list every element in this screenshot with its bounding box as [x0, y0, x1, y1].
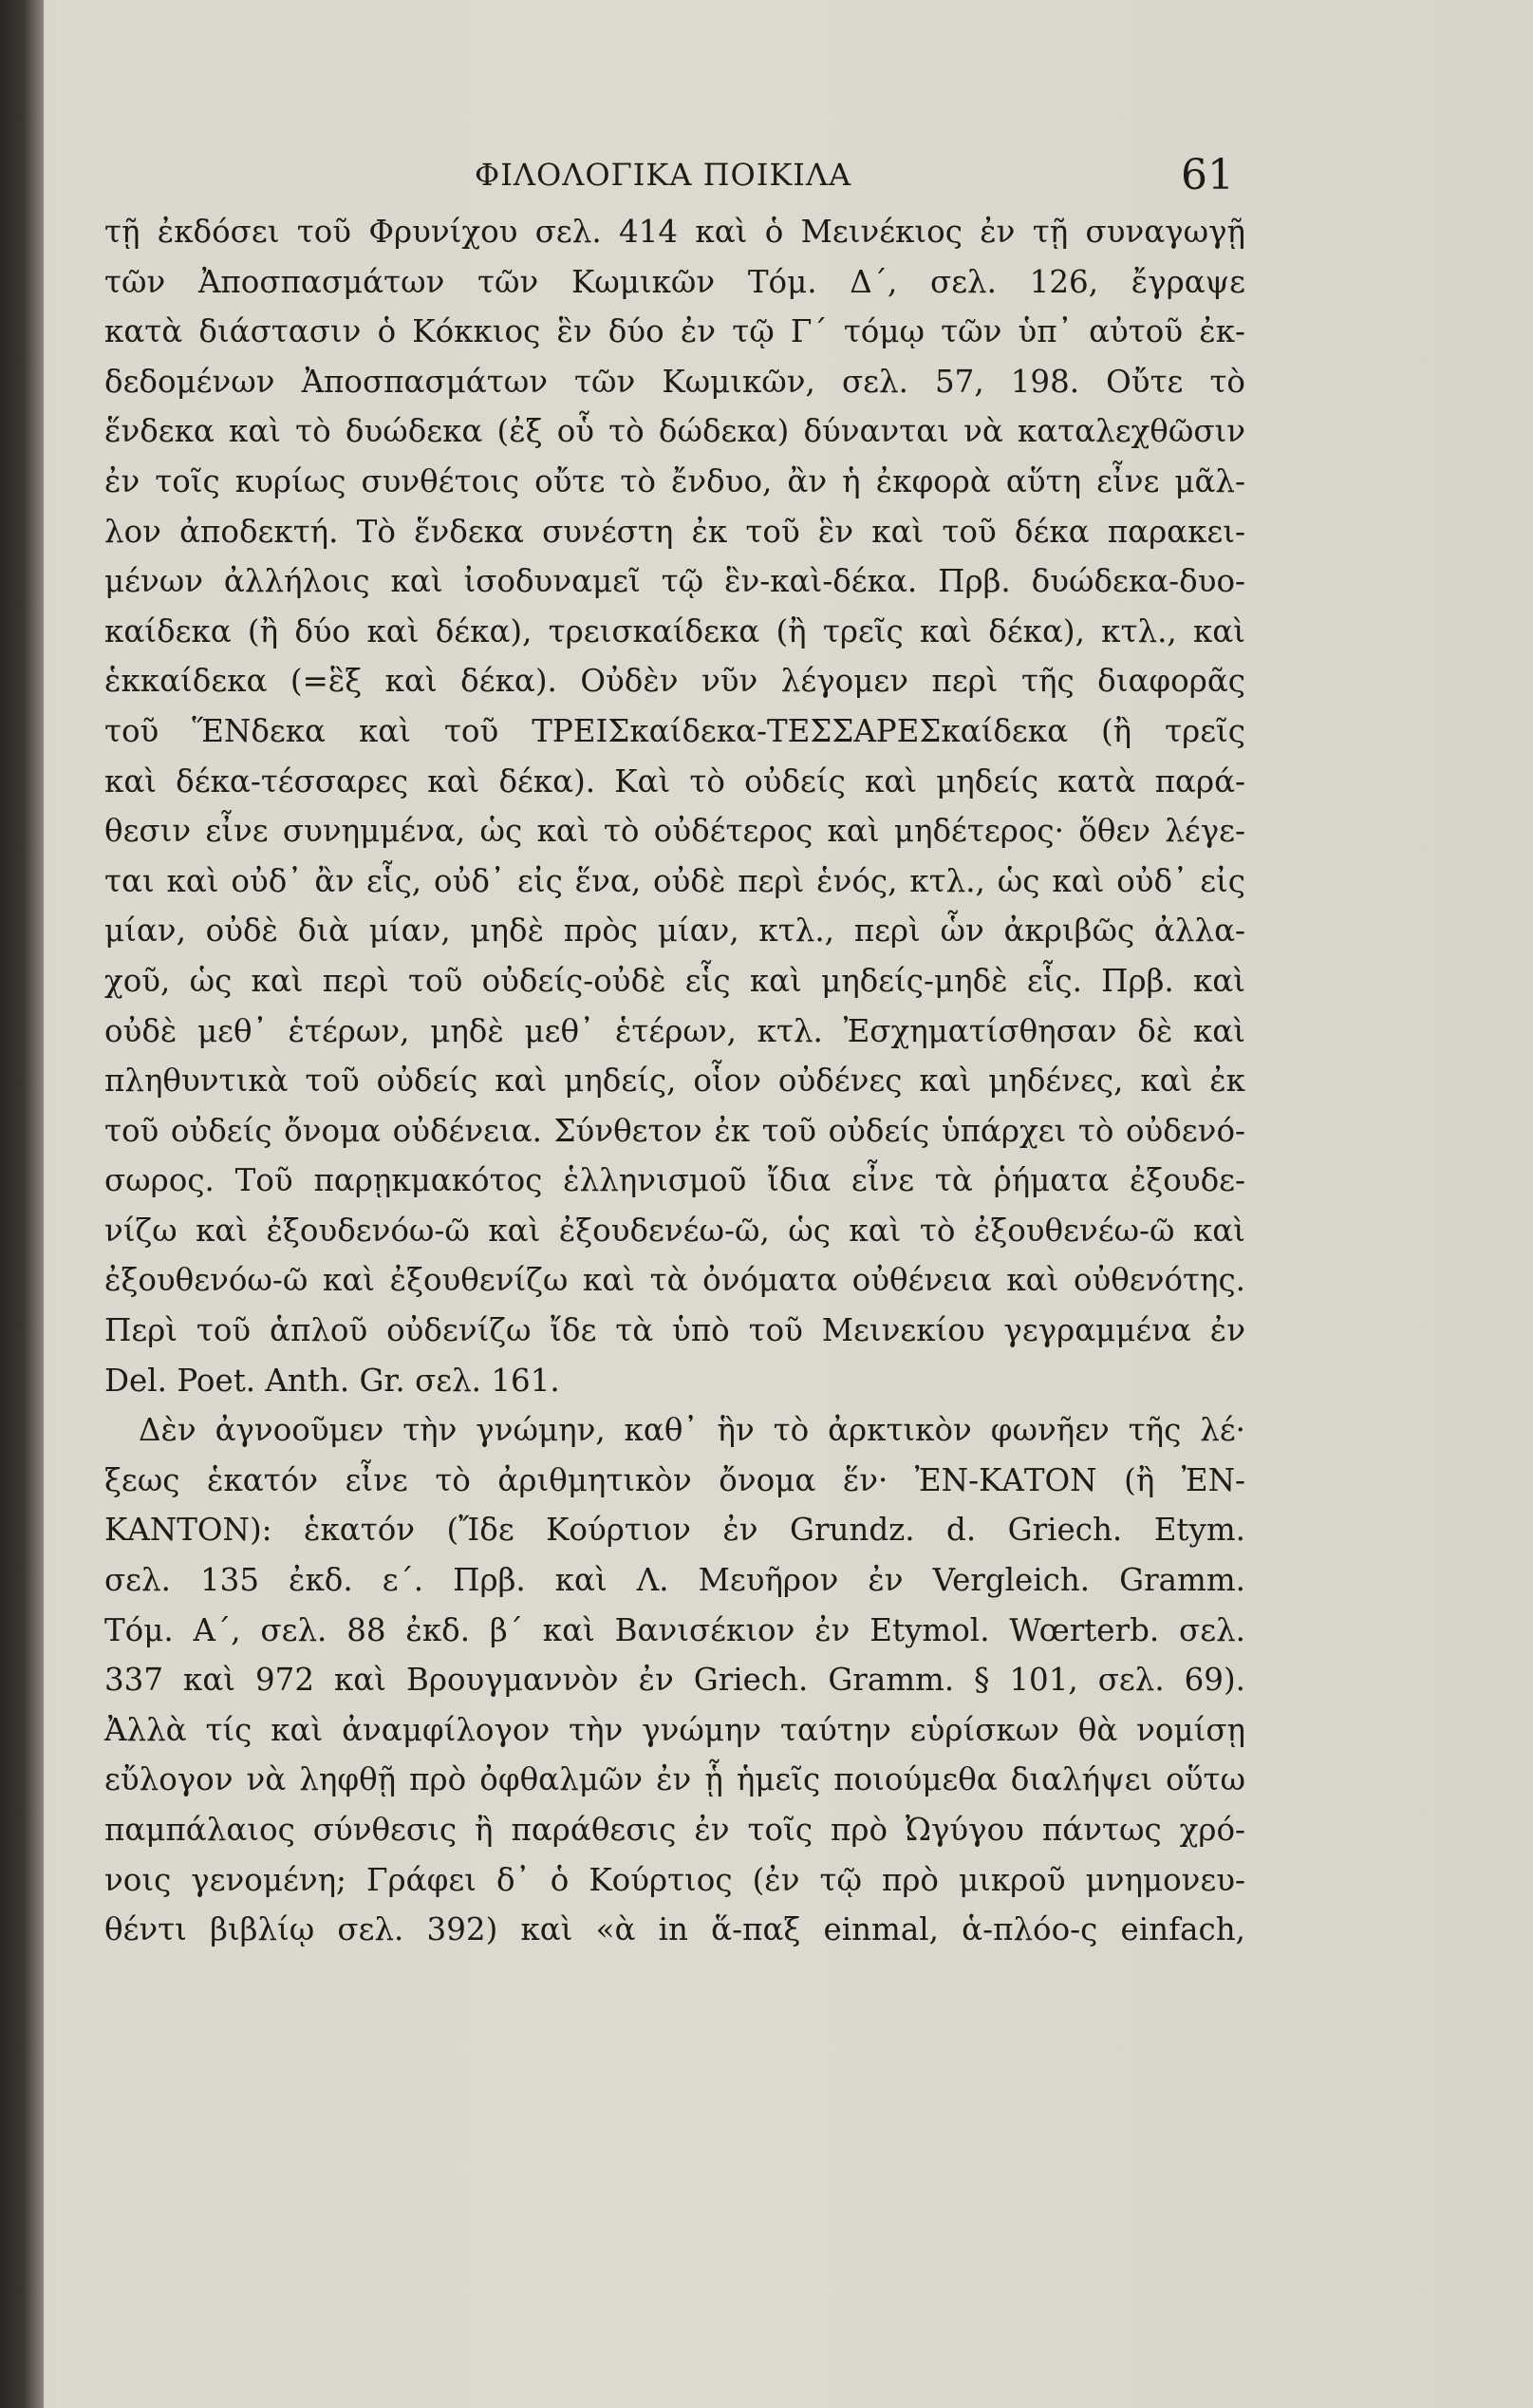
page-header	[475, 151, 1234, 204]
text-line: ἑκκαίδεκα (=ἓξ καὶ δέκα). Οὐδὲν νῦν λέγομεν περὶ τῆς διαφορᾶς	[104, 663, 1245, 700]
text-line: Del. Poet. Anth. Gr. σελ. 161.	[104, 1362, 560, 1399]
text-line: τοῦ ἝΝδεκα καὶ τοῦ ΤΡΕΙΣκαίδεκα-ΤΕΣΣΑΡΕΣκαίδεκα (ἢ τρεῖς	[104, 712, 1245, 749]
text-line: καὶ δέκα-τέσσαρες καὶ δέκα). Καὶ τὸ οὐδείς καὶ μηδείς κατὰ παρά-	[104, 762, 1245, 800]
text-line: σελ. 135 ἐκδ. ε΄. Πρβ. καὶ Λ. Μευῆρον ἐν Vergleich. Gramm.	[104, 1562, 1245, 1599]
text-line: εὔλογον νὰ ληφθῇ πρὸ ὀφθαλμῶν ἐν ᾗ ἡμεῖς ποιούμεθα διαλήψει οὕτω	[104, 1761, 1245, 1798]
text-line: ἕνδεκα καὶ τὸ δυώδεκα (ἐξ οὗ τὸ δώδεκα) δύνανται νὰ καταλεχθῶσιν	[104, 413, 1245, 450]
text-line: ξεως ἑκατόν εἶνε τὸ ἀριθμητικὸν ὄνομα ἕν· ἘΝ-ΚΑΤΟΝ (ἢ ἘΝ-	[104, 1461, 1245, 1498]
text-line: ΚΑΝΤΟΝ): ἑκατόν (Ἴδε Κούρτιον ἐν Grundz. d. Griech. Etym.	[104, 1512, 1245, 1549]
text-line: ἐξουθενόω-ῶ καὶ ἐξουθενίζω καὶ τὰ ὀνόματα οὐθένεια καὶ οὐθενότης.	[104, 1262, 1245, 1299]
text-line: ἐν τοῖς κυρίως συνθέτοις οὔτε τὸ ἔνδυο, ἂν ἡ ἐκφορὰ αὕτη εἶνε μᾶλ-	[104, 462, 1245, 499]
text-line: καίδεκα (ἢ δύο καὶ δέκα), τρεισκαίδεκα (ἢ τρεῖς καὶ δέκα), κτλ., καὶ	[104, 612, 1245, 649]
text-line: Ἀλλὰ τίς καὶ ἀναμφίλογον τὴν γνώμην ταύτην εὑρίσκων θὰ νομίσῃ	[104, 1711, 1245, 1748]
text-line: τῇ ἐκδόσει τοῦ Φρυνίχου σελ. 414 καὶ ὁ Μεινέκιος ἐν τῇ συναγωγῇ	[104, 214, 1245, 250]
text-line: μένων ἀλλήλοις καὶ ἰσοδυναμεῖ τῷ ἓν-καὶ-δέκα. Πρβ. δυώδεκα-δυο-	[104, 563, 1245, 600]
text-line: κατὰ διάστασιν ὁ Κόκκιος ἓν δύο ἐν τῷ Γ΄ τόμῳ τῶν ὑπ᾽ αὐτοῦ ἐκ-	[104, 313, 1245, 350]
text-line: Τόμ. Α΄, σελ. 88 ἐκδ. β΄ καὶ Βανισέκιον ἐν Etymol. Wœrterb. σελ.	[104, 1611, 1245, 1648]
text-line: παμπάλαιος σύνθεσις ἢ παράθεσις ἐν τοῖς πρὸ Ὠγύγου πάντως χρό-	[104, 1812, 1245, 1848]
text-line: θεσιν εἶνε συνημμένα, ὡς καὶ τὸ οὐδέτερος καὶ μηδέτερος· ὅθεν λέγε-	[104, 813, 1245, 850]
text-line: τοῦ οὐδείς ὄνομα οὐδένεια. Σύνθετον ἐκ τοῦ οὐδείς ὑπάρχει τὸ οὐδενό-	[104, 1112, 1245, 1149]
text-line: Δὲν ἀγνοοῦμεν τὴν γνώμην, καθ᾽ ἣν τὸ ἀρκτικὸν φωνῆεν τῆς λέ·	[139, 1412, 1245, 1449]
text-line: δεδομένων Ἀποσπασμάτων τῶν Κωμικῶν, σελ. 57, 198. Οὔτε τὸ	[104, 363, 1245, 400]
text-line: Περὶ τοῦ ἁπλοῦ οὐδενίζω ἴδε τὰ ὑπὸ τοῦ Μεινεκίου γεγραμμένα ἐν	[104, 1312, 1245, 1349]
text-line: σωρος. Τοῦ παρῃκμακότος ἑλληνισμοῦ ἴδια εἶνε τὰ ῥήματα ἐξουδε-	[104, 1162, 1245, 1199]
text-line: λον ἀποδεκτή. Τὸ ἕνδεκα συνέστη ἐκ τοῦ ἓν καὶ τοῦ δέκα παρακει-	[104, 513, 1245, 550]
text-line: πληθυντικὰ τοῦ οὐδείς καὶ μηδείς, οἷον οὐδένες καὶ μηδένες, καὶ ἐκ	[104, 1063, 1245, 1100]
running-title: ΦΙΛΟΛΟΓΙΚΑ ΠΟΙΚΙΛΑ	[475, 157, 852, 193]
text-line: μίαν, οὐδὲ διὰ μίαν, μηδὲ πρὸς μίαν, κτλ., περὶ ὧν ἀκριβῶς ἀλλα-	[104, 912, 1245, 950]
text-line: νίζω καὶ ἐξουδενόω-ῶ καὶ ἐξουδενέω-ῶ, ὡς καὶ τὸ ἐξουθενέω-ῶ καὶ	[104, 1212, 1245, 1249]
text-line: τῶν Ἀποσπασμάτων τῶν Κωμικῶν Τόμ. Δ΄, σελ. 126, ἔγραψε	[104, 263, 1245, 300]
body-text	[104, 207, 1245, 1955]
text-line: 337 καὶ 972 καὶ Βρουγμαννὸν ἐν Griech. Gramm. § 101, σελ. 69).	[104, 1662, 1245, 1699]
page-number: 61	[1181, 151, 1234, 199]
text-line: νοις γενομένη; Γράφει δ᾽ ὁ Κούρτιος (ἐν τῷ πρὸ μικροῦ μνημονευ-	[104, 1861, 1245, 1898]
text-line: θέντι βιβλίῳ σελ. 392) καὶ «ὰ in ἅ-παξ einmal, ἁ-πλόο-ς einfach,	[104, 1911, 1245, 1948]
book-spine-shadow	[0, 0, 44, 2408]
text-line: οὐδὲ μεθ᾽ ἑτέρων, μηδὲ μεθ᾽ ἑτέρων, κτλ. Ἐσχηματίσθησαν δὲ καὶ	[104, 1012, 1245, 1049]
text-line: ται καὶ οὐδ᾽ ἂν εἷς, οὐδ᾽ εἰς ἕνα, οὐδὲ περὶ ἑνός, κτλ., ὡς καὶ οὐδ᾽ εἰς	[104, 862, 1245, 899]
text-line: χοῦ, ὡς καὶ περὶ τοῦ οὐδείς-οὐδὲ εἷς καὶ μηδείς-μηδὲ εἷς. Πρβ. καὶ	[104, 962, 1245, 999]
